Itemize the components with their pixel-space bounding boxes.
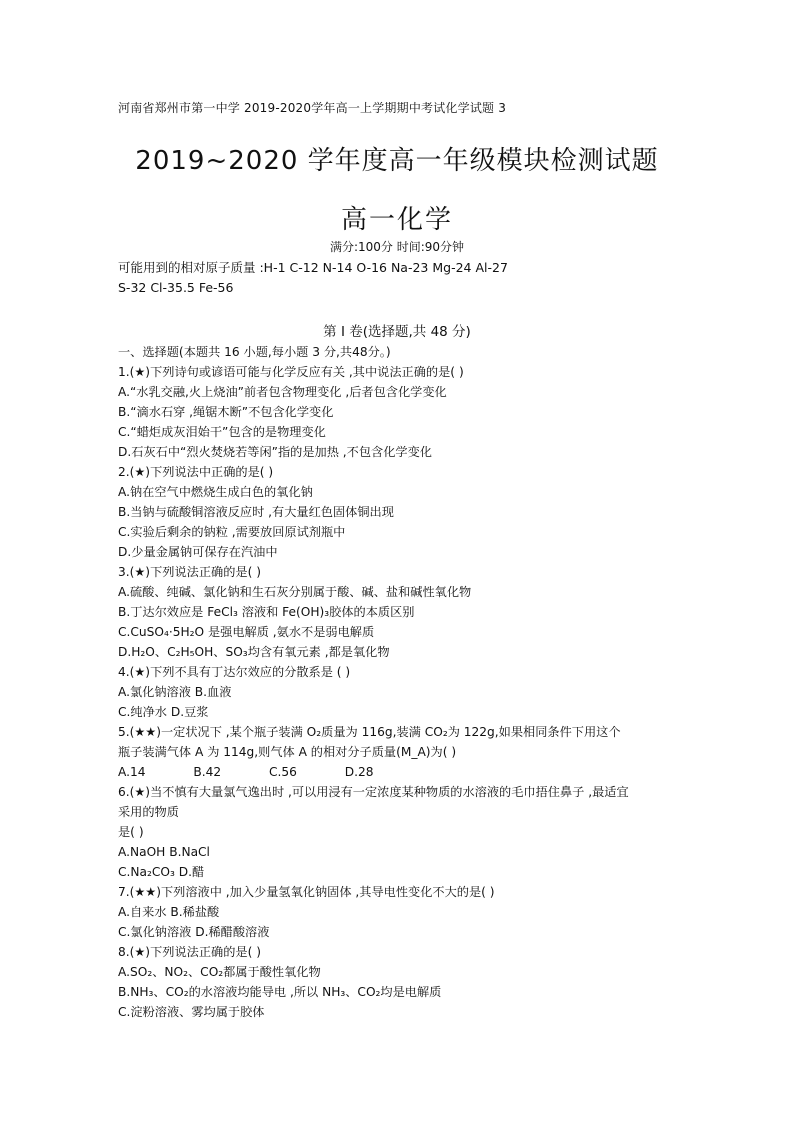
question-stem: 7.(★★)下列溶液中 ,加入少量氢氧化钠固体 ,其导电性变化不大的是( ) [118,885,495,899]
option: C.氯化钠溶液 D.稀醋酸溶液 [118,925,270,939]
option: C.56 [269,765,297,779]
question-stem: 瓶子装满气体 A 为 114g,则气体 A 的相对分子质量(M_A)为( ) [118,745,457,759]
question-stem: 5.(★★)一定状况下 ,某个瓶子装满 O₂质量为 116g,装满 CO₂为 122g,如果相同条件下用这个 [118,725,621,739]
option: A.NaOH B.NaCl [118,845,210,859]
option: B.丁达尔效应是 FeCl₃ 溶液和 Fe(OH)₃胶体的本质区别 [118,605,415,619]
question-stem: 采用的物质 [118,805,179,819]
exam-info: 满分:100分 时间:90分钟 [329,240,465,254]
question-stem: 8.(★)下列说法正确的是( ) [118,945,261,959]
option: A.14 [118,765,146,779]
option: C.Na₂CO₃ D.醋 [118,865,205,879]
option: C.纯净水 D.豆浆 [118,705,209,719]
option: B.“滴水石穿 ,绳锯木断”不包含化学变化 [118,405,334,419]
question-stem: 4.(★)下列不具有丁达尔效应的分散系是 ( ) [118,665,351,679]
option: C.实验后剩余的钠粒 ,需要放回原试剂瓶中 [118,525,346,539]
option: D.石灰石中“烈火焚烧若等闲”指的是加热 ,不包含化学变化 [118,445,432,459]
option: A.钠在空气中燃烧生成白色的氧化钠 [118,485,313,499]
question-stem: 1.(★)下列诗句或谚语可能与化学反应有关 ,其中说法正确的是( ) [118,365,464,379]
subject-title: 高一化学 [340,205,453,235]
section-heading: 一、选择题(本题共 16 小题,每小题 3 分,共48分。) [118,345,391,359]
option: B.42 [193,765,222,779]
option: A.硫酸、纯碱、氯化钠和生石灰分别属于酸、碱、盐和碱性氧化物 [118,585,472,599]
option-row [118,762,678,782]
question-stem: 3.(★)下列说法正确的是( ) [118,565,261,579]
atomic-mass-block [118,258,678,298]
option: D.H₂O、C₂H₅OH、SO₃均含有氧元素 ,都是氧化物 [118,645,390,659]
question-stem: 2.(★)下列说法中正确的是( ) [118,465,274,479]
question-stem: 6.(★)当不慎有大量氯气逸出时 ,可以用浸有一定浓度某种物质的水溶液的毛巾捂住鼻子 ,最适宜 [118,785,629,799]
option: C.淀粉溶液、雾均属于胶体 [118,1005,265,1019]
option: B.NH₃、CO₂的水溶液均能导电 ,所以 NH₃、CO₂均是电解质 [118,985,442,999]
option: D.少量金属钠可保存在汽油中 [118,545,278,559]
option: C.CuSO₄·5H₂O 是强电解质 ,氨水不是弱电解质 [118,625,375,639]
part-title: 第 I 卷(选择题,共 48 分) [323,324,471,340]
option: A.“水乳交融,火上烧油”前者包含物理变化 ,后者包含化学变化 [118,385,447,399]
question-list [118,342,678,1022]
question-stem: 是( ) [118,825,144,839]
option: C.“蜡炬成灰泪始干”包含的是物理变化 [118,425,326,439]
main-title: 2019~2020 学年度高一年级模块检测试题 [135,146,659,176]
option: A.氯化钠溶液 B.血液 [118,685,232,699]
atomic-mass-line: S-32 Cl-35.5 Fe-56 [118,280,234,295]
option: D.28 [344,765,374,779]
source-line: 河南省郑州市第一中学 2019-2020学年高一上学期期中考试化学试题 3 [118,101,507,115]
atomic-mass-line: 可能用到的相对原子质量 :H-1 C-12 N-14 O-16 Na-23 Mg-24 Al-27 [118,260,508,275]
option: A.自来水 B.稀盐酸 [118,905,220,919]
option: A.SO₂、NO₂、CO₂都属于酸性氧化物 [118,965,321,979]
option: B.当钠与硫酸铜溶液反应时 ,有大量红色固体铜出现 [118,505,394,519]
